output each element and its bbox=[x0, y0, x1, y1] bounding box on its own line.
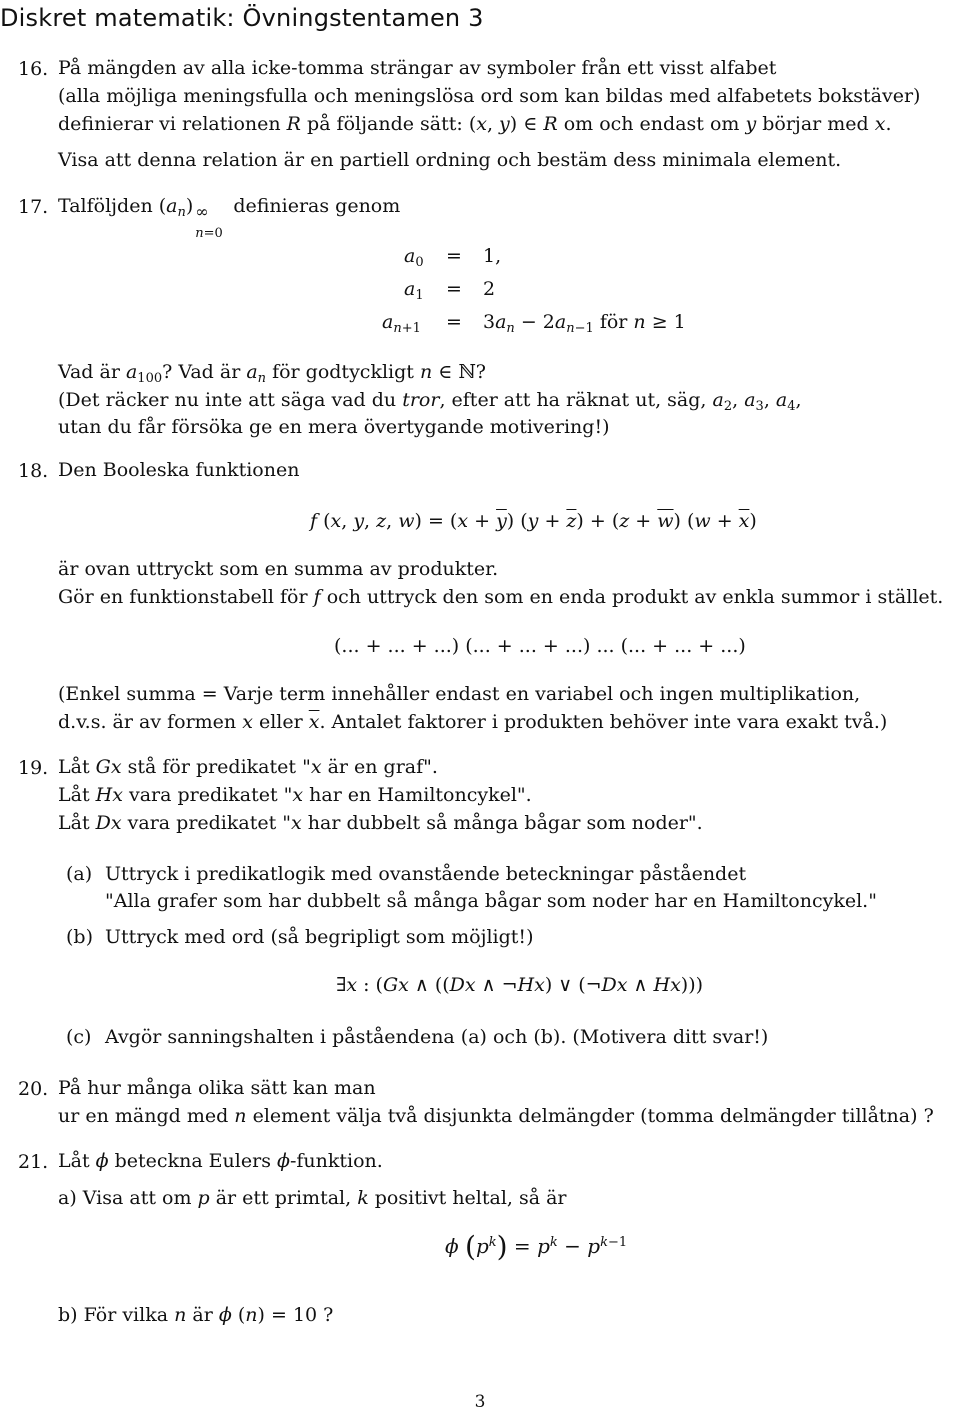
math-symbol: f bbox=[313, 586, 321, 608]
text-fragment: är bbox=[192, 1304, 213, 1326]
math-symbol: Hx bbox=[95, 784, 123, 806]
problem-number: 20. bbox=[18, 1078, 49, 1100]
math-symbol: x bbox=[292, 784, 304, 806]
text-fragment: stå för predikatet " bbox=[127, 756, 311, 778]
text-fragment: a) Visa att om bbox=[58, 1187, 192, 1209]
equation-rhs: $3a_n - 2a_{n-1}$ för n ≥ 1 bbox=[483, 311, 686, 336]
boolean-function-formula: f (x, y, z, $w) = (x + \overline{y})$ $(y + \overline{z}) + (z + \overline{w})$ $(w + \overline{x})$ bbox=[310, 510, 757, 532]
text-fragment: definieras genom bbox=[233, 195, 401, 217]
equation-lhs: $a_0$ bbox=[404, 245, 424, 270]
emphasis: tror bbox=[402, 389, 440, 411]
problem-text-line: (alla möjliga meningsfulla och meningslösa ord som kan bildas med alfabetets bokstäver) bbox=[58, 85, 921, 107]
text-fragment: har dubbelt så många bågar som noder". bbox=[307, 812, 703, 834]
problem-text-line bbox=[58, 111, 892, 138]
equation-sign: = bbox=[446, 311, 462, 333]
math-symbol: R bbox=[286, 113, 301, 135]
math-expression: n ∈ ℕ? bbox=[419, 361, 486, 383]
text-fragment: definierar vi relationen bbox=[58, 113, 281, 135]
problem-text-line: Avgör sanningshalten i påståendena (a) och (b). (Motivera ditt svar!) bbox=[105, 1026, 769, 1048]
problem-text-line: Den Booleska funktionen bbox=[58, 459, 300, 481]
text-fragment: beteckna Eulers bbox=[114, 1150, 271, 1172]
problem-text-line: På hur många olika sätt kan man bbox=[58, 1077, 376, 1099]
problem-text-line: Uttryck i predikatlogik med ovanstående beteckningar påståendet bbox=[105, 863, 747, 885]
problem-text-line: Visa att denna relation är en partiell ordning och bestäm dess minimala element. bbox=[58, 149, 842, 171]
text-fragment: (Det räcker nu inte att säga vad du bbox=[58, 389, 397, 411]
text-fragment: och uttryck den som en enda produkt av enkla summor i stället. bbox=[326, 586, 944, 608]
text-fragment: har en Hamiltoncykel". bbox=[309, 784, 532, 806]
problem-text-line bbox=[58, 1103, 934, 1130]
problem-text-line bbox=[58, 1148, 383, 1175]
equation-sign: = bbox=[446, 245, 462, 267]
equation-lhs: $a_{n+1}$ bbox=[382, 311, 421, 336]
problem-number: 18. bbox=[18, 460, 49, 482]
text-fragment: för bbox=[599, 311, 628, 333]
subproblem-label: (c) bbox=[66, 1026, 92, 1048]
text-fragment: , efter att ha räknat ut, säg, bbox=[439, 389, 707, 411]
math-symbol: k bbox=[357, 1187, 369, 1209]
math-symbol: x. bbox=[874, 113, 892, 135]
text-fragment: positivt heltal, så är bbox=[374, 1187, 567, 1209]
subproblem-label: (b) bbox=[66, 926, 93, 948]
text-fragment: är ett primtal, bbox=[215, 1187, 352, 1209]
math-expression: ϕ (n) = 10 bbox=[218, 1304, 318, 1326]
text-fragment: . Antalet faktorer i produkten behöver inte vara exakt två.) bbox=[319, 711, 888, 733]
math-expression: (x, y) ∈ R bbox=[468, 113, 558, 135]
text-fragment: börjar med bbox=[762, 113, 869, 135]
math-symbol: ϕ bbox=[95, 1150, 109, 1172]
subproblem-label: (a) bbox=[66, 863, 93, 885]
text-fragment: d.v.s. är av formen bbox=[58, 711, 237, 733]
math-symbol: p bbox=[197, 1187, 210, 1209]
problem-number: 16. bbox=[18, 58, 49, 80]
problem-text-line: Uttryck med ord (så begripligt som möjligt!) bbox=[105, 926, 534, 948]
math-symbol: x bbox=[291, 812, 302, 834]
problem-text-line bbox=[58, 754, 438, 781]
problem-number: 21. bbox=[18, 1151, 49, 1173]
text-fragment: eller bbox=[258, 711, 303, 733]
problem-text-line: På mängden av alla icke-tomma strängar av symboler från ett visst alfabet bbox=[58, 57, 777, 79]
problem-text-line bbox=[58, 1185, 567, 1212]
problem-number: 17. bbox=[18, 196, 49, 218]
problem-text-line: (Enkel summa = Varje term innehåller endast en variabel och ingen multiplikation, bbox=[58, 683, 861, 705]
product-template: (... + ... + ...) (... + ... + ...) ... (... + ... + ...) bbox=[334, 635, 746, 657]
math-expression: $a_2$, $a_3$, $a_4$, bbox=[712, 389, 802, 414]
math-expression: $a_{100}$? bbox=[125, 361, 173, 386]
problem-text-line bbox=[58, 584, 943, 611]
problem-text-line: "Alla grafer som har dubbelt så många bågar som noder har en Hamiltoncykel." bbox=[105, 890, 877, 912]
text-fragment: vara predikatet " bbox=[128, 784, 293, 806]
problem-text-line: är ovan uttryckt som en summa av produkter. bbox=[58, 558, 499, 580]
text-fragment: Talföljden bbox=[58, 195, 153, 217]
math-symbol: ϕ bbox=[277, 1150, 290, 1172]
math-expression: $(a_n)$ ∞ n=0 bbox=[158, 195, 223, 241]
predicate-formula: ∃x : (Gx ∧ ((Dx ∧ ¬Hx) ∨ (¬Dx ∧ Hx))) bbox=[336, 974, 704, 996]
text-fragment: är en graf". bbox=[327, 756, 438, 778]
math-symbol: Dx bbox=[95, 812, 122, 834]
page-title: Diskret matematik: Övningstentamen 3 bbox=[0, 4, 484, 32]
math-symbol: $\overline{x}$ bbox=[308, 711, 320, 733]
text-fragment: element välja två disjunkta delmängder (tomma delmängder tillåtna) ? bbox=[252, 1105, 934, 1127]
math-symbol: y bbox=[745, 113, 757, 135]
page-number: 3 bbox=[474, 1392, 486, 1412]
math-symbol: x bbox=[310, 756, 322, 778]
text-fragment: Låt bbox=[58, 1150, 90, 1172]
problem-text-line bbox=[58, 782, 532, 809]
text-fragment: för godtyckligt bbox=[272, 361, 414, 383]
problem-text-line bbox=[58, 709, 887, 736]
text-fragment: på följande sätt: bbox=[307, 113, 463, 135]
problem-number: 19. bbox=[18, 757, 49, 779]
math-symbol: n bbox=[174, 1304, 187, 1326]
equation-rhs: 2 bbox=[483, 278, 496, 300]
text-fragment: ur en mängd med bbox=[58, 1105, 229, 1127]
text-fragment: ? bbox=[323, 1304, 334, 1326]
problem-text-line bbox=[58, 193, 401, 241]
math-symbol: n bbox=[234, 1105, 247, 1127]
text-fragment: om och endast om bbox=[563, 113, 740, 135]
equation-rhs: 1, bbox=[483, 245, 502, 267]
equation-lhs: $a_1$ bbox=[404, 278, 424, 303]
text-fragment: Gör en funktionstabell för bbox=[58, 586, 308, 608]
text-fragment: Vad är bbox=[178, 361, 241, 383]
text-fragment: Låt bbox=[58, 756, 90, 778]
text-fragment: -funktion. bbox=[289, 1150, 383, 1172]
math-symbol: x bbox=[242, 711, 253, 733]
problem-text-line bbox=[58, 1302, 333, 1329]
text-fragment: Låt bbox=[58, 812, 90, 834]
text-fragment: vara predikatet " bbox=[127, 812, 292, 834]
math-expression: $a_n$ bbox=[246, 361, 267, 386]
text-fragment: b) För vilka bbox=[58, 1304, 169, 1326]
text-fragment: Låt bbox=[58, 784, 90, 806]
math-symbol: Gx bbox=[95, 756, 122, 778]
problem-text-line: utan du får försöka ge en mera övertygande motivering!) bbox=[58, 416, 610, 438]
problem-text-line bbox=[58, 810, 703, 837]
euler-phi-formula: ϕ $(p^k) = p^k - p^{k-1}$ bbox=[445, 1230, 628, 1263]
text-fragment: Vad är bbox=[58, 361, 120, 383]
equation-sign: = bbox=[446, 278, 462, 300]
